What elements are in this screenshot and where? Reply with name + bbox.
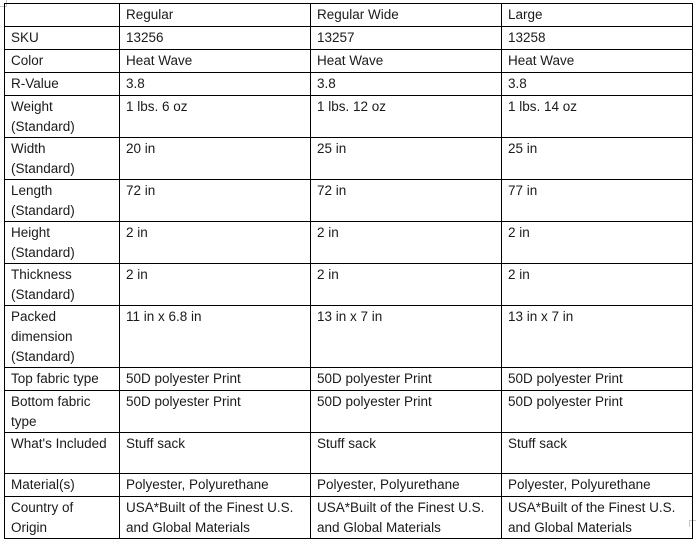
row-label: Country of Origin (5, 497, 120, 539)
cell-large: Heat Wave (502, 50, 693, 73)
table-row-weight (5, 96, 693, 138)
cell-large: 50D polyester Print (502, 391, 693, 433)
row-label: SKU (5, 27, 120, 50)
row-label: Length (Standard) (5, 180, 120, 222)
cell-regular: 2 in (120, 222, 311, 264)
table-row-r-value (5, 73, 693, 96)
header-cell-large: Large (502, 4, 693, 27)
row-label: R-Value (5, 73, 120, 96)
cell-regular-wide: 1 lbs. 12 oz (311, 96, 502, 138)
cell-regular: 1 lbs. 6 oz (120, 96, 311, 138)
table-row-packed-dimension (5, 306, 693, 368)
cell-regular: Stuff sack (120, 433, 311, 474)
cell-regular-wide: Polyester, Polyurethane (311, 474, 502, 497)
header-cell-blank (5, 4, 120, 27)
row-label: Thickness (Standard) (5, 264, 120, 306)
cell-large: 2 in (502, 222, 693, 264)
cell-regular-wide: 25 in (311, 138, 502, 180)
spec-table (4, 3, 693, 539)
spec-table-body (5, 27, 693, 539)
cell-regular-wide: 13 in x 7 in (311, 306, 502, 368)
cell-regular-wide: Stuff sack (311, 433, 502, 474)
cell-regular-wide: 3.8 (311, 73, 502, 96)
cell-regular-wide: 50D polyester Print (311, 368, 502, 391)
cell-regular: 2 in (120, 264, 311, 306)
row-label: Weight (Standard) (5, 96, 120, 138)
cell-large: 13 in x 7 in (502, 306, 693, 368)
cell-regular: 3.8 (120, 73, 311, 96)
table-row-top-fabric-type (5, 368, 693, 391)
table-row-height (5, 222, 693, 264)
row-label: Color (5, 50, 120, 73)
table-row-country-of-origin (5, 497, 693, 539)
cell-regular: 50D polyester Print (120, 391, 311, 433)
cell-regular-wide: 2 in (311, 264, 502, 306)
cell-regular-wide: 13257 (311, 27, 502, 50)
cell-regular: 20 in (120, 138, 311, 180)
cell-regular: USA*Built of the Finest U.S. and Global Materials (120, 497, 311, 539)
table-row-materials (5, 474, 693, 497)
cell-regular: 50D polyester Print (120, 368, 311, 391)
row-label: Top fabric type (5, 368, 120, 391)
row-label: Width (Standard) (5, 138, 120, 180)
cell-large: 13258 (502, 27, 693, 50)
row-label: Bottom fabric type (5, 391, 120, 433)
header-cell-regular-wide: Regular Wide (311, 4, 502, 27)
cell-large: 2 in (502, 264, 693, 306)
table-row-sku (5, 27, 693, 50)
cell-regular: 11 in x 6.8 in (120, 306, 311, 368)
table-row-width (5, 138, 693, 180)
row-label: Height (Standard) (5, 222, 120, 264)
table-row-color (5, 50, 693, 73)
cell-regular: 13256 (120, 27, 311, 50)
cell-regular-wide: Heat Wave (311, 50, 502, 73)
cell-large: Polyester, Polyurethane (502, 474, 693, 497)
cell-regular: 72 in (120, 180, 311, 222)
cell-large: 77 in (502, 180, 693, 222)
table-row-whats-included (5, 433, 693, 474)
cell-large: 1 lbs. 14 oz (502, 96, 693, 138)
cell-large: 25 in (502, 138, 693, 180)
cell-regular-wide: 2 in (311, 222, 502, 264)
cell-regular-wide: USA*Built of the Finest U.S. and Global Materials (311, 497, 502, 539)
cell-large: 50D polyester Print (502, 368, 693, 391)
header-row (5, 4, 693, 27)
cell-large: Stuff sack (502, 433, 693, 474)
cell-regular-wide: 72 in (311, 180, 502, 222)
cell-large: USA*Built of the Finest U.S. and Global Materials (502, 497, 693, 539)
cell-regular: Heat Wave (120, 50, 311, 73)
cell-regular-wide: 50D polyester Print (311, 391, 502, 433)
table-row-length (5, 180, 693, 222)
row-label: Packed dimension (Standard) (5, 306, 120, 368)
row-label: What's Included (5, 433, 120, 474)
header-cell-regular: Regular (120, 4, 311, 27)
table-row-thickness (5, 264, 693, 306)
table-row-bottom-fabric-type (5, 391, 693, 433)
cell-regular: Polyester, Polyurethane (120, 474, 311, 497)
cell-large: 3.8 (502, 73, 693, 96)
row-label: Material(s) (5, 474, 120, 497)
